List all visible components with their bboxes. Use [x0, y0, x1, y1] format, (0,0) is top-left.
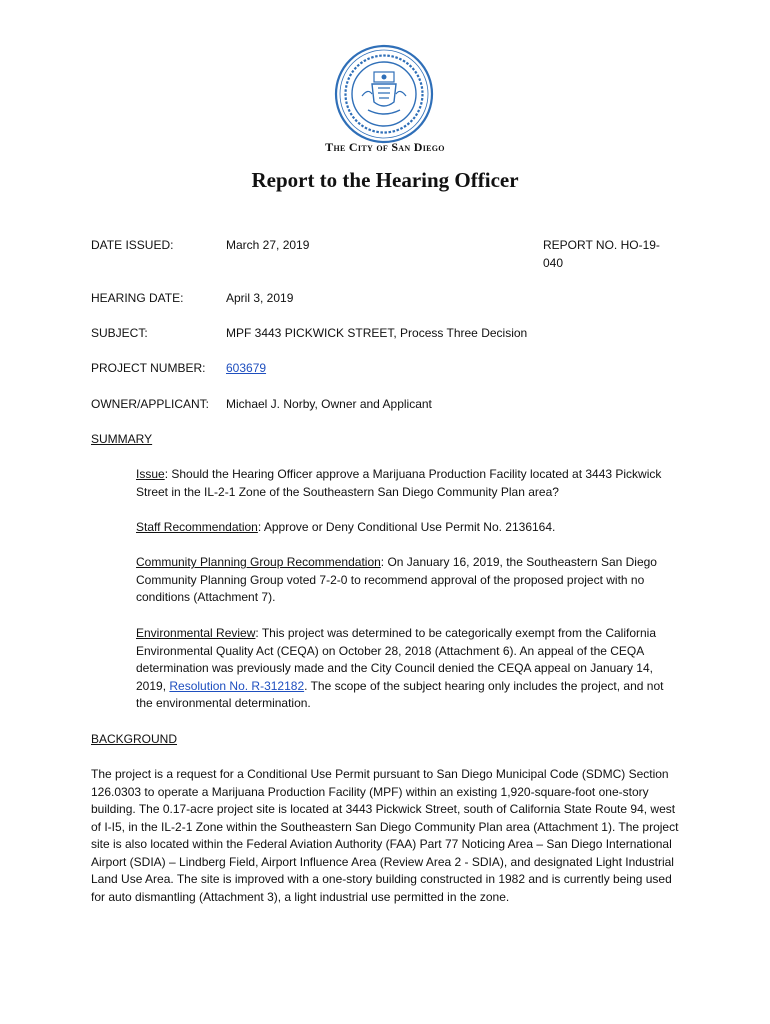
- cpg-recommendation-text: : On January 16, 2019, the Southeastern San Diego Community Planning Group voted 7-2-0 to recommend approval of the proposed project with no conditions (Attachment 7).: [136, 555, 657, 604]
- subject-value: MPF 3443 PICKWICK STREET, Process Three Decision: [226, 326, 528, 340]
- hearing-date-value: April 3, 2019: [226, 291, 294, 305]
- environmental-review-label: Environmental Review: [136, 626, 256, 640]
- report-number: [543, 237, 660, 272]
- city-name: The City of San Diego: [325, 140, 445, 154]
- staff-recommendation-paragraph: [136, 519, 676, 537]
- environmental-review-text: : This project was determined to be categorically exempt from the California Environmental Quality Act (CEQA) on October 28, 2018 (Attachment 6). An appeal of the CEQA determination was previously made and the City Council denied the CEQA appeal on January 14, 2019,: [136, 626, 657, 693]
- environmental-review-text-end: . The scope of the subject hearing only includes the project, and not the environmental determination.: [136, 678, 664, 710]
- owner-applicant-value: Michael J. Norby, Owner and Applicant: [226, 397, 432, 411]
- environmental-review-paragraph: [136, 625, 676, 713]
- staff-recommendation-text: : Approve or Deny Conditional Use Permit No. 2136164.: [257, 520, 556, 534]
- cpg-recommendation-label: Community Planning Group Recommendation: [136, 555, 381, 569]
- resolution-link[interactable]: Resolution No. R-312182: [169, 678, 305, 693]
- staff-recommendation-label: Staff Recommendation: [136, 520, 258, 534]
- summary-heading: SUMMARY: [91, 432, 153, 446]
- date-issued-label: DATE ISSUED:: [91, 238, 174, 252]
- issue-label: Issue: [136, 467, 165, 481]
- hearing-date-label: HEARING DATE:: [91, 291, 184, 305]
- report-number-line-1: REPORT NO. HO-19-: [543, 238, 660, 252]
- report-number-line-2: 040: [543, 255, 564, 270]
- background-heading: BACKGROUND: [91, 732, 178, 746]
- subject-label: SUBJECT:: [91, 326, 148, 340]
- cpg-recommendation-paragraph: [136, 554, 676, 607]
- background-paragraph: The project is a request for a Conditional Use Permit pursuant to San Diego Municipal Code (SDMC) Section 126.0303 to operate a Marijuana Production Facility (MPF) within an existing 1,920-square-foot one-story building. The 0.17-acre project site is located at 3443 Pickwick Street, south of California State Route 94, west of I-I5, in the IL-2-1 Zone within the Southeastern San Diego Community Plan area (Attachment 1). The project site is also located within the Federal Aviation Authority (FAA) Part 77 Noticing Area – San Diego International Airport (SDIA) – Lindberg Field, Airport Influence Area (Review Area 2 - SDIA), and designated Light Industrial Land Use Area. The site is improved with a one-story building constructed in 1982 and is currently being used for auto dismantling (Attachment 3), a light industrial use permitted in the zone.: [91, 767, 679, 904]
- report-title: Report to the Hearing Officer: [251, 168, 519, 192]
- summary-issue-paragraph: [136, 466, 676, 501]
- project-number-label: PROJECT NUMBER:: [91, 361, 206, 375]
- project-number-link[interactable]: 603679: [226, 361, 267, 375]
- owner-applicant-label: OWNER/APPLICANT:: [91, 397, 210, 411]
- date-issued-value: March 27, 2019: [226, 238, 310, 252]
- issue-text: : Should the Hearing Officer approve a Marijuana Production Facility located at 3443 Pickwick Street in the IL-2-1 Zone of the Southeastern San Diego Community Plan area?: [136, 467, 662, 499]
- city-seal-icon: [334, 44, 434, 144]
